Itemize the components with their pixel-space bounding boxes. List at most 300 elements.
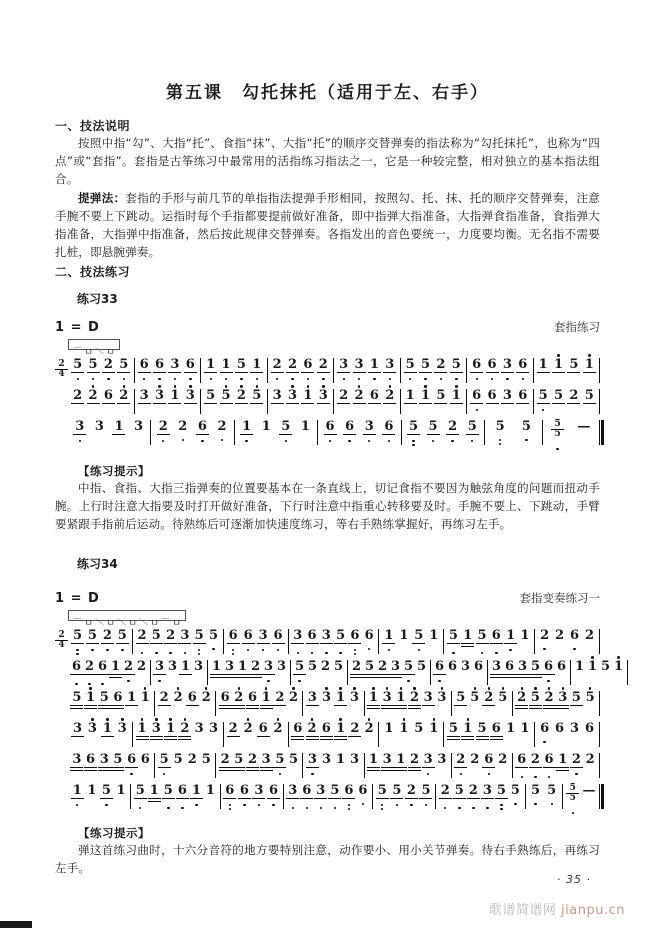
note: 2 xyxy=(482,691,495,705)
time-signature: 2 4 xyxy=(55,358,68,384)
note: 5 xyxy=(119,357,129,373)
note: 6 xyxy=(487,357,497,373)
note: 3 xyxy=(134,419,144,435)
note: 5 xyxy=(510,783,520,799)
measure xyxy=(535,722,600,747)
note: 6 xyxy=(127,752,137,768)
note: 1 xyxy=(461,722,474,736)
note: 2 xyxy=(166,628,176,644)
note: 5 xyxy=(448,721,458,737)
note: 1 xyxy=(506,721,516,737)
jianpu-staff-line xyxy=(55,358,600,389)
note: 5 xyxy=(477,628,487,644)
note: 3 xyxy=(288,783,298,799)
note: 2 xyxy=(178,722,191,736)
note: 1 xyxy=(301,389,314,403)
measure xyxy=(467,389,534,414)
technique-paragraph-1: 按照中指“勾”、大指“托”、食指“抹”、大指“托”的顺序交替弹奏的指法称为“勾托抹托”，也称为“四点”或“套指”。套指是古筝练习中最常用的活指练习指法之一，它是一种较完整，相对独立的基本指法组合。 xyxy=(55,136,600,187)
note: 2 xyxy=(363,722,376,736)
note: 5 xyxy=(289,752,299,768)
note: 2 xyxy=(158,419,168,435)
technique-paragraph-2-body: 套指的手形与前几节的单指指法提弹手形相同，按照勾、托、抹、托的顺序交替弹奏，注意手腕不要上下跳动。运指时每个手指都要提前做好准备，即中指弹大指准备，大指弹食指准备，食指弹大指准备，大指弹中指准备，然后按此规律交替弹奏。各指发出的音色要统一，力度要均衡。无名指不需要扎桩，即悬腕弹奏。 xyxy=(55,191,600,260)
note: 6 xyxy=(187,690,197,706)
note: 1 xyxy=(334,722,347,736)
note: 3 xyxy=(354,357,364,373)
measure xyxy=(68,722,133,747)
measure xyxy=(68,389,135,414)
watermark-domain: jianpu.cn xyxy=(561,903,625,918)
note: 5 xyxy=(236,357,246,373)
measure xyxy=(216,691,303,716)
fingering-symbol: ⊔ xyxy=(172,619,181,628)
measure xyxy=(289,629,380,654)
note: 1 xyxy=(114,419,124,435)
note: 6 xyxy=(86,752,96,768)
note: 2 xyxy=(498,752,508,768)
note: 5 xyxy=(421,783,431,799)
measure xyxy=(68,420,151,445)
fingering-symbol: ＼ xyxy=(94,619,104,628)
jianpu-staff-line xyxy=(55,784,600,815)
fingering-symbol: ＼ xyxy=(138,619,148,628)
measure xyxy=(135,389,202,414)
note: 5 xyxy=(294,659,305,675)
note: 1 xyxy=(369,357,379,373)
note: 5 xyxy=(405,357,415,373)
jianpu-staff-line xyxy=(55,753,600,784)
note: 5 xyxy=(416,659,427,675)
note: 2 xyxy=(137,628,147,644)
tips-2-heading: 【练习提示】 xyxy=(78,826,150,841)
measure xyxy=(543,420,600,445)
note: 6 xyxy=(384,419,394,435)
note: 1 xyxy=(168,389,181,403)
note: 6 xyxy=(342,784,355,798)
note: 1 xyxy=(612,660,625,674)
note: 2 xyxy=(351,659,362,675)
note: 1 xyxy=(72,783,82,799)
note: 6 xyxy=(273,628,283,644)
note: 6 xyxy=(293,721,303,737)
note: 3 xyxy=(208,721,218,737)
exercise-34-key-signature: 1 = D xyxy=(55,591,100,607)
note: 6 xyxy=(556,659,567,675)
note: 2 xyxy=(87,389,100,403)
note: 3 xyxy=(435,691,448,705)
note: 3 xyxy=(293,628,303,644)
measure xyxy=(284,784,373,809)
note: 1 xyxy=(394,691,407,705)
fingering-symbol: ＼ xyxy=(94,348,104,357)
note: 2 xyxy=(306,722,319,736)
note: 5 xyxy=(101,783,111,799)
note: 5 xyxy=(571,690,581,706)
note: 5 xyxy=(538,388,548,404)
note: 3 xyxy=(307,752,317,768)
exercise-33-staves xyxy=(55,358,600,451)
note: 6 xyxy=(268,783,278,799)
tips-1-text: 中指、食指、大指三指弹奏的位置要基本在一条直线上，切记食指不要因为触弦角度的问题而扭动手腕。上行时注意大指要及时打开做好准备，下行时注意中指重心转移要及时。手腕不要上、下跳动，手臂要紧跟手指前后运动。待熟练后可逐渐加快速度练习，等右手熟练掌握好，再练习左手。 xyxy=(55,481,600,532)
note: 1 xyxy=(405,388,415,404)
time-signature xyxy=(55,691,68,717)
note: 5 xyxy=(117,628,127,644)
note: 5 xyxy=(73,357,83,373)
measure xyxy=(431,660,488,685)
note: 2 xyxy=(468,783,478,799)
note: 6 xyxy=(177,783,187,799)
measure xyxy=(444,722,535,747)
measure xyxy=(318,420,401,445)
note: 3 xyxy=(381,691,394,705)
note: 2 xyxy=(406,783,416,799)
note: 1 xyxy=(506,628,516,644)
note: 1 xyxy=(221,357,231,373)
note: 3 xyxy=(390,659,401,675)
note: 1 xyxy=(87,783,97,799)
note: 6 xyxy=(71,659,82,675)
note: 2 xyxy=(408,691,421,705)
note: 3 xyxy=(321,752,331,768)
time-signature: 2 4 xyxy=(55,629,68,655)
note: 3 xyxy=(72,752,82,768)
note: 1 xyxy=(427,722,440,736)
note: 6 xyxy=(302,783,312,799)
note: 2 xyxy=(320,659,331,675)
note: 3 xyxy=(364,419,374,435)
fingering-symbol: ＼ xyxy=(116,619,126,628)
note: 5 xyxy=(87,628,97,644)
note: 5 xyxy=(454,783,464,799)
note: 3 xyxy=(167,659,178,675)
note: 5 xyxy=(392,783,402,799)
note: 5 xyxy=(151,628,161,644)
note: 5 xyxy=(554,388,564,404)
note: 5 xyxy=(477,721,487,737)
note: 1 xyxy=(367,691,380,705)
note: 3 xyxy=(72,721,82,737)
measure xyxy=(452,691,513,716)
note: 2 xyxy=(102,628,112,644)
measure xyxy=(133,722,224,747)
measure xyxy=(155,691,216,716)
note: 2 xyxy=(353,389,366,403)
fingering-symbol: ⌒ xyxy=(72,619,82,628)
measure xyxy=(488,660,571,685)
note: 1 xyxy=(538,357,548,373)
measure xyxy=(526,784,563,809)
note: 3 xyxy=(423,690,433,706)
note: 6 xyxy=(447,659,458,675)
measure xyxy=(133,629,224,654)
note: 5 xyxy=(330,783,340,799)
note: 5 xyxy=(208,628,218,644)
time-signature xyxy=(55,420,68,446)
measure xyxy=(68,784,131,809)
note: 6 xyxy=(434,659,445,675)
note: 1 xyxy=(463,628,473,644)
note: 6 xyxy=(307,628,317,644)
measure xyxy=(467,358,534,383)
watermark-site-name: 歌谱简谱网 xyxy=(488,903,557,918)
note: 2 xyxy=(540,628,550,644)
measure xyxy=(303,753,364,778)
measure xyxy=(402,420,485,445)
note: 3 xyxy=(570,721,580,737)
measure xyxy=(201,358,268,383)
note: 1 xyxy=(206,357,216,373)
note: 3 xyxy=(261,752,271,768)
note: 3 xyxy=(139,388,149,404)
jianpu-staff-line xyxy=(55,420,600,451)
note: 1 xyxy=(384,721,394,737)
note: 6 xyxy=(518,388,528,404)
note: 6 xyxy=(491,721,501,737)
note: 1 xyxy=(574,659,585,675)
note: 2 xyxy=(272,357,282,373)
measure xyxy=(534,389,601,414)
exercise-34-key-row xyxy=(55,572,600,606)
note: 1 xyxy=(149,783,159,799)
note: 6 xyxy=(518,357,528,373)
note: 6 xyxy=(358,783,368,799)
note: 1 xyxy=(136,722,149,736)
note: 2 xyxy=(136,659,147,675)
time-signature xyxy=(55,660,68,686)
note: 3 xyxy=(193,659,204,675)
note: 6 xyxy=(97,659,108,675)
note: 1 xyxy=(558,752,568,768)
note: 6 xyxy=(303,357,313,373)
measure xyxy=(373,784,436,809)
note: 3 xyxy=(502,388,512,404)
note: 5 xyxy=(531,783,541,799)
note: 5 xyxy=(494,420,507,434)
note: 5 xyxy=(281,419,291,435)
note: 3 xyxy=(316,783,326,799)
note: 3 xyxy=(263,659,274,675)
note: 6 xyxy=(584,721,594,737)
measure xyxy=(221,784,284,809)
note: 5 xyxy=(336,628,346,644)
note: 3 xyxy=(348,691,361,705)
note: 6 xyxy=(543,659,554,675)
measure xyxy=(436,784,525,809)
measure xyxy=(131,784,220,809)
note: 5 xyxy=(407,420,420,434)
note: 3 xyxy=(382,752,392,768)
note: 5 xyxy=(72,690,82,706)
note: 1 xyxy=(583,358,596,372)
note: 2 xyxy=(232,691,245,705)
time-signature xyxy=(55,722,68,748)
note: 5 xyxy=(495,784,508,798)
note: 5 xyxy=(376,784,389,798)
note: 2 xyxy=(159,690,169,706)
measure xyxy=(151,420,234,445)
note: 3 xyxy=(385,357,395,373)
page-corner-mark xyxy=(0,921,32,928)
measure xyxy=(289,722,380,747)
note: 2 xyxy=(172,691,185,705)
measure xyxy=(268,358,335,383)
note: 3 xyxy=(437,752,447,768)
note: 3 xyxy=(423,752,433,768)
fingering-symbol: ⊔ xyxy=(128,619,137,628)
measure xyxy=(303,691,364,716)
note: 5 xyxy=(250,389,263,403)
fingering-symbol: ⌒ xyxy=(72,348,82,357)
fingering-symbol-box xyxy=(68,339,120,357)
measure xyxy=(401,358,468,383)
note: 3 xyxy=(75,419,85,435)
fingering-symbol: ⊔ xyxy=(106,348,115,357)
note: 3 xyxy=(180,628,190,644)
note: 5 xyxy=(275,752,285,768)
note: 6 xyxy=(258,721,268,737)
note-dash: — xyxy=(582,783,596,799)
note: 1 xyxy=(300,419,310,435)
note: 5 xyxy=(113,752,123,768)
page-title: 第五课 勾托抹托（适用于左、右手） xyxy=(166,83,489,103)
measure xyxy=(513,753,600,778)
note: 6 xyxy=(487,388,497,404)
note: 3 xyxy=(276,659,287,675)
note: 2 xyxy=(571,752,581,768)
note: 2 xyxy=(187,752,197,768)
note: 5 xyxy=(414,721,424,737)
note: 1 xyxy=(368,752,378,768)
note: 1 xyxy=(164,722,177,736)
measure xyxy=(235,420,318,445)
note: 6 xyxy=(140,752,150,768)
note: 2 xyxy=(555,628,565,644)
measure xyxy=(534,358,601,383)
note: 5 xyxy=(307,659,318,675)
note: 1 xyxy=(334,691,347,705)
note: 6 xyxy=(113,690,123,706)
note: 5 xyxy=(364,659,375,675)
measure xyxy=(68,660,151,685)
note: 2 xyxy=(288,357,298,373)
note: 3 xyxy=(460,659,471,675)
measure xyxy=(348,660,431,685)
note: 1 xyxy=(237,659,248,675)
note: 1 xyxy=(127,690,137,706)
note: 2 xyxy=(117,389,130,403)
note: 6 xyxy=(484,752,494,768)
note: 6 xyxy=(544,752,554,768)
measure xyxy=(379,722,444,747)
note: 2 xyxy=(448,419,458,435)
measure xyxy=(334,389,401,414)
note: 2 xyxy=(585,752,595,768)
technique-paragraph-2-lead: 提弹法： xyxy=(78,191,126,206)
note: 1 xyxy=(397,722,410,736)
note: 6 xyxy=(103,388,113,404)
note: 1 xyxy=(242,419,252,435)
measure xyxy=(224,629,289,654)
measure xyxy=(401,389,468,414)
measure xyxy=(151,660,208,685)
note: 6 xyxy=(491,628,501,644)
watermark xyxy=(489,899,625,918)
note: 2 xyxy=(470,752,480,768)
exercise-33-key-row xyxy=(55,307,600,335)
note: 3 xyxy=(258,628,268,644)
note: 5 xyxy=(569,357,579,373)
measure xyxy=(201,389,268,414)
note: 2 xyxy=(515,691,528,705)
note: 3 xyxy=(317,389,330,403)
note: 2 xyxy=(569,388,579,404)
note: 3 xyxy=(272,388,282,404)
note: 5 xyxy=(414,628,424,644)
note: 2 xyxy=(242,722,255,736)
note: 5 xyxy=(529,691,542,705)
note: 1 xyxy=(586,660,599,674)
note: 2 xyxy=(530,752,540,768)
note: 1 xyxy=(396,752,406,768)
note: 2 xyxy=(409,752,419,768)
note: 1 xyxy=(180,659,191,675)
note: 6 xyxy=(473,659,484,675)
note-dash: — xyxy=(577,419,591,435)
note: 1 xyxy=(399,628,409,644)
note: 3 xyxy=(94,419,104,435)
note: 5 xyxy=(159,752,169,768)
note: 1 xyxy=(191,783,201,799)
measure xyxy=(68,691,155,716)
measure xyxy=(444,629,535,654)
technique-paragraph-2 xyxy=(55,189,600,261)
note: 3 xyxy=(491,659,502,675)
measure xyxy=(535,629,600,654)
measure xyxy=(365,691,452,716)
note: 6 xyxy=(239,783,249,799)
note: 6 xyxy=(247,690,258,706)
note: 1 xyxy=(520,628,530,644)
note: 5 xyxy=(220,389,233,403)
note: 2 xyxy=(247,752,258,768)
exercise-33-fingering-row xyxy=(55,339,600,358)
jianpu-staff-line xyxy=(55,389,600,420)
note: 5 xyxy=(71,629,84,643)
note: 3 xyxy=(320,691,333,705)
page-number: · 35 · xyxy=(557,873,591,886)
note: 2 xyxy=(543,691,556,705)
note: 6 xyxy=(517,752,527,768)
note: 1 xyxy=(252,357,262,373)
measure xyxy=(334,358,401,383)
note: 3 xyxy=(99,752,109,768)
note: 1 xyxy=(260,691,273,705)
note: 2 xyxy=(383,389,396,403)
note-stack: 5 5 xyxy=(566,784,579,803)
measure xyxy=(68,753,155,778)
note: 2 xyxy=(350,721,360,737)
note: 6 xyxy=(243,628,253,644)
measure xyxy=(379,629,444,654)
note: 1 xyxy=(101,722,114,736)
note: 2 xyxy=(250,659,261,675)
note: 6 xyxy=(472,388,482,404)
note: 6 xyxy=(197,419,207,435)
measure xyxy=(563,784,600,809)
note: 6 xyxy=(504,659,515,675)
note: 1 xyxy=(116,783,126,799)
time-signature xyxy=(55,389,68,415)
note: 6 xyxy=(345,419,355,435)
